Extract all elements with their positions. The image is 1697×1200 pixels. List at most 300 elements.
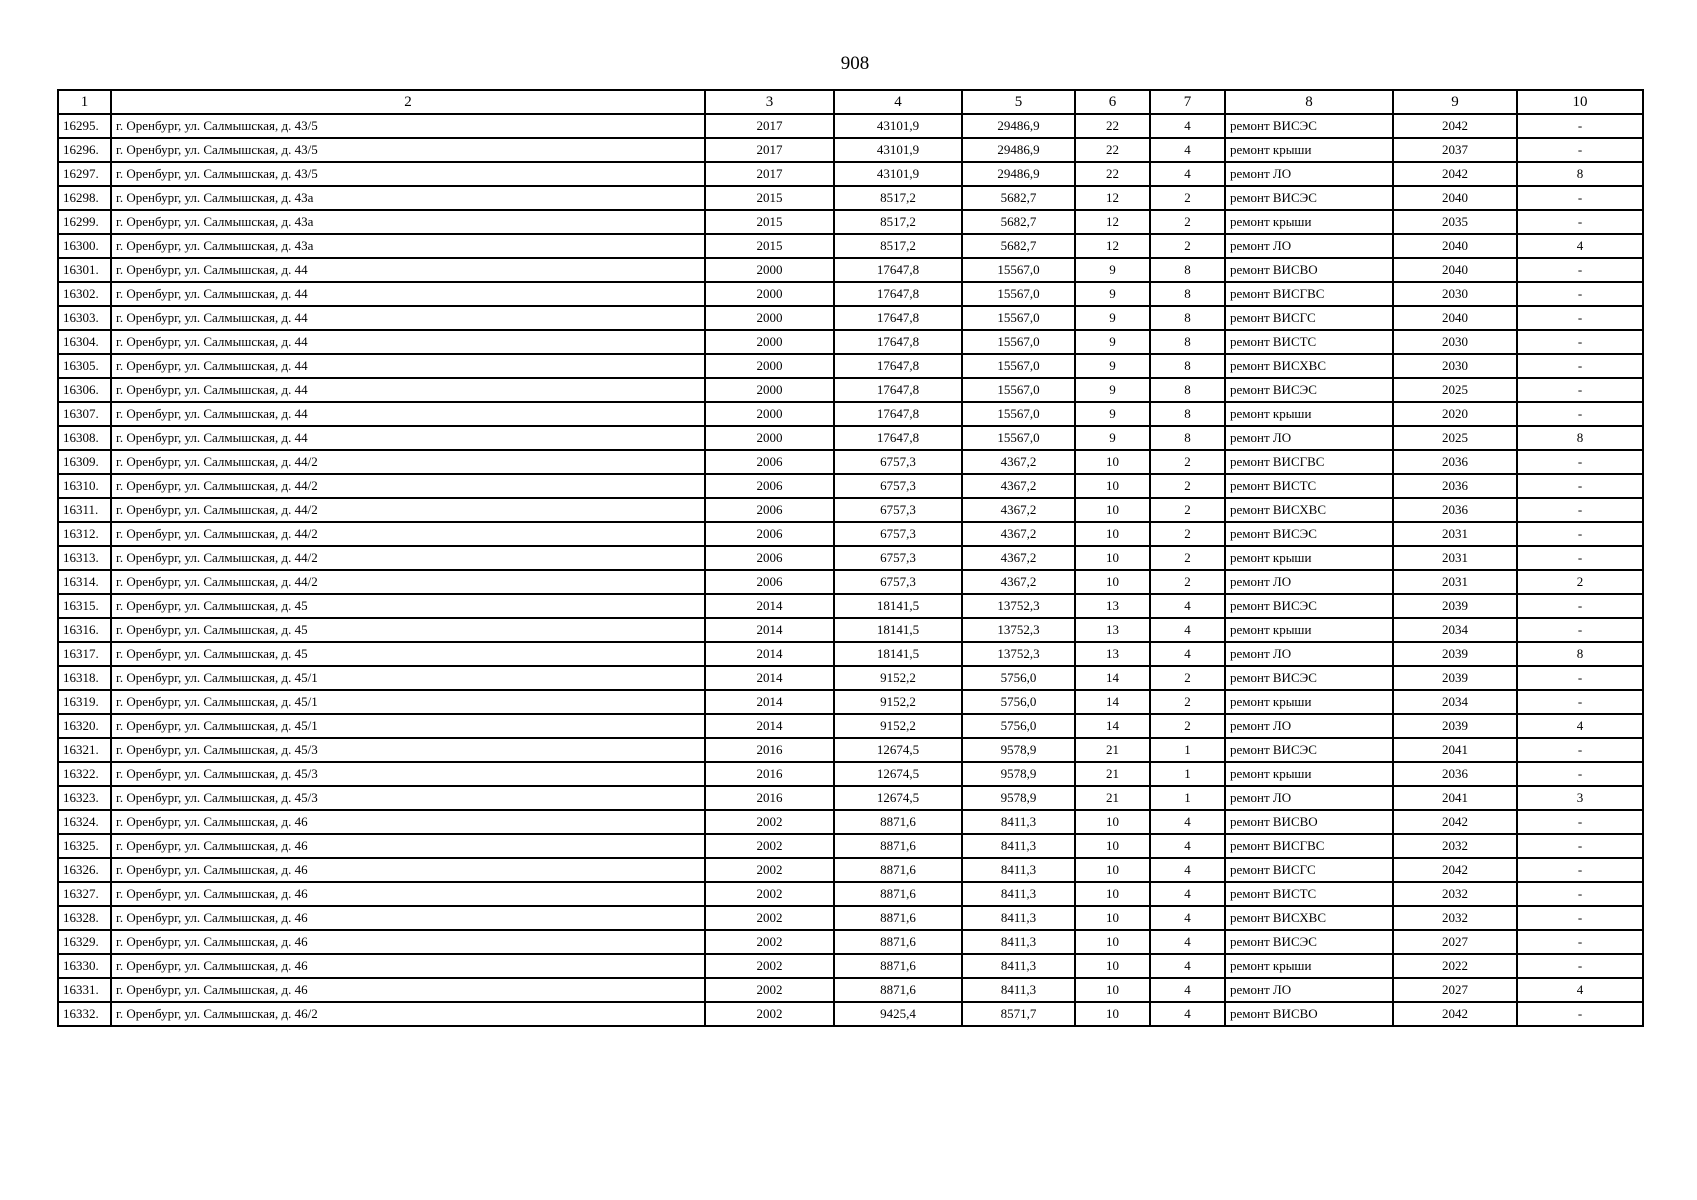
year-cell: 2000 (705, 258, 834, 282)
row-number-cell: 16328. (58, 906, 111, 930)
year-cell: 2015 (705, 234, 834, 258)
floors-cell: 12 (1075, 210, 1150, 234)
table-row (58, 834, 1643, 858)
column-header: 2 (111, 90, 705, 114)
address-cell: г. Оренбург, ул. Салмышская, д. 44 (111, 282, 705, 306)
row-number-cell: 16295. (58, 114, 111, 138)
total-area-cell: 12674,5 (834, 738, 962, 762)
address-cell: г. Оренбург, ул. Салмышская, д. 45 (111, 594, 705, 618)
work-type-cell: ремонт крыши (1225, 954, 1393, 978)
entrances-cell: 8 (1150, 330, 1225, 354)
count-cell: - (1517, 1002, 1643, 1026)
count-cell: - (1517, 522, 1643, 546)
total-area-cell: 17647,8 (834, 378, 962, 402)
table-row (58, 594, 1643, 618)
count-cell: - (1517, 354, 1643, 378)
table-row (58, 738, 1643, 762)
total-area-cell: 9152,2 (834, 690, 962, 714)
total-area-cell: 6757,3 (834, 546, 962, 570)
work-type-cell: ремонт ВИСВО (1225, 1002, 1393, 1026)
work-type-cell: ремонт ВИСЭС (1225, 594, 1393, 618)
row-number-cell: 16332. (58, 1002, 111, 1026)
address-cell: г. Оренбург, ул. Салмышская, д. 44 (111, 378, 705, 402)
address-cell: г. Оренбург, ул. Салмышская, д. 44 (111, 426, 705, 450)
year-cell: 2016 (705, 762, 834, 786)
floors-cell: 22 (1075, 138, 1150, 162)
address-cell: г. Оренбург, ул. Салмышская, д. 46/2 (111, 1002, 705, 1026)
planned-year-cell: 2020 (1393, 402, 1517, 426)
living-area-cell: 15567,0 (962, 354, 1075, 378)
work-type-cell: ремонт крыши (1225, 138, 1393, 162)
living-area-cell: 13752,3 (962, 642, 1075, 666)
row-number-cell: 16297. (58, 162, 111, 186)
table-row (58, 714, 1643, 738)
year-cell: 2002 (705, 882, 834, 906)
floors-cell: 14 (1075, 666, 1150, 690)
entrances-cell: 4 (1150, 138, 1225, 162)
planned-year-cell: 2031 (1393, 570, 1517, 594)
table-row (58, 234, 1643, 258)
floors-cell: 9 (1075, 258, 1150, 282)
count-cell: - (1517, 258, 1643, 282)
planned-year-cell: 2031 (1393, 546, 1517, 570)
floors-cell: 21 (1075, 786, 1150, 810)
row-number-cell: 16314. (58, 570, 111, 594)
planned-year-cell: 2036 (1393, 474, 1517, 498)
row-number-cell: 16301. (58, 258, 111, 282)
year-cell: 2014 (705, 594, 834, 618)
address-cell: г. Оренбург, ул. Салмышская, д. 44/2 (111, 570, 705, 594)
total-area-cell: 8871,6 (834, 834, 962, 858)
living-area-cell: 8411,3 (962, 834, 1075, 858)
work-type-cell: ремонт ВИСЭС (1225, 930, 1393, 954)
table-row (58, 618, 1643, 642)
table-row (58, 978, 1643, 1002)
table-row (58, 954, 1643, 978)
total-area-cell: 6757,3 (834, 498, 962, 522)
table-row (58, 882, 1643, 906)
count-cell: 4 (1517, 714, 1643, 738)
total-area-cell: 9425,4 (834, 1002, 962, 1026)
entrances-cell: 4 (1150, 954, 1225, 978)
year-cell: 2014 (705, 642, 834, 666)
count-cell: - (1517, 210, 1643, 234)
column-header: 6 (1075, 90, 1150, 114)
total-area-cell: 6757,3 (834, 474, 962, 498)
total-area-cell: 17647,8 (834, 402, 962, 426)
living-area-cell: 8411,3 (962, 906, 1075, 930)
work-type-cell: ремонт ВИСВО (1225, 258, 1393, 282)
entrances-cell: 4 (1150, 978, 1225, 1002)
count-cell: - (1517, 138, 1643, 162)
row-number-cell: 16306. (58, 378, 111, 402)
repair-schedule-table (57, 89, 1644, 1027)
work-type-cell: ремонт ВИСХВС (1225, 354, 1393, 378)
address-cell: г. Оренбург, ул. Салмышская, д. 44/2 (111, 546, 705, 570)
living-area-cell: 13752,3 (962, 618, 1075, 642)
year-cell: 2006 (705, 498, 834, 522)
count-cell: - (1517, 810, 1643, 834)
total-area-cell: 43101,9 (834, 162, 962, 186)
address-cell: г. Оренбург, ул. Салмышская, д. 43/5 (111, 114, 705, 138)
address-cell: г. Оренбург, ул. Салмышская, д. 46 (111, 906, 705, 930)
total-area-cell: 8871,6 (834, 930, 962, 954)
floors-cell: 10 (1075, 450, 1150, 474)
entrances-cell: 8 (1150, 378, 1225, 402)
floors-cell: 10 (1075, 858, 1150, 882)
entrances-cell: 2 (1150, 690, 1225, 714)
total-area-cell: 17647,8 (834, 306, 962, 330)
table-row (58, 210, 1643, 234)
table-row (58, 810, 1643, 834)
address-cell: г. Оренбург, ул. Салмышская, д. 44/2 (111, 450, 705, 474)
address-cell: г. Оренбург, ул. Салмышская, д. 44/2 (111, 498, 705, 522)
count-cell: - (1517, 834, 1643, 858)
entrances-cell: 2 (1150, 522, 1225, 546)
work-type-cell: ремонт ВИСГВС (1225, 834, 1393, 858)
year-cell: 2000 (705, 330, 834, 354)
year-cell: 2016 (705, 738, 834, 762)
entrances-cell: 1 (1150, 762, 1225, 786)
table-row (58, 690, 1643, 714)
planned-year-cell: 2030 (1393, 354, 1517, 378)
living-area-cell: 4367,2 (962, 522, 1075, 546)
year-cell: 2000 (705, 306, 834, 330)
work-type-cell: ремонт ЛО (1225, 642, 1393, 666)
year-cell: 2002 (705, 810, 834, 834)
floors-cell: 12 (1075, 186, 1150, 210)
entrances-cell: 2 (1150, 234, 1225, 258)
total-area-cell: 8871,6 (834, 954, 962, 978)
year-cell: 2014 (705, 714, 834, 738)
count-cell: - (1517, 666, 1643, 690)
planned-year-cell: 2032 (1393, 834, 1517, 858)
row-number-cell: 16296. (58, 138, 111, 162)
table-row (58, 306, 1643, 330)
total-area-cell: 8517,2 (834, 186, 962, 210)
year-cell: 2015 (705, 210, 834, 234)
address-cell: г. Оренбург, ул. Салмышская, д. 46 (111, 810, 705, 834)
total-area-cell: 6757,3 (834, 570, 962, 594)
year-cell: 2006 (705, 450, 834, 474)
address-cell: г. Оренбург, ул. Салмышская, д. 44 (111, 258, 705, 282)
floors-cell: 13 (1075, 618, 1150, 642)
work-type-cell: ремонт ВИСХВС (1225, 906, 1393, 930)
work-type-cell: ремонт ВИСГВС (1225, 450, 1393, 474)
floors-cell: 10 (1075, 546, 1150, 570)
planned-year-cell: 2041 (1393, 738, 1517, 762)
row-number-cell: 16321. (58, 738, 111, 762)
floors-cell: 9 (1075, 282, 1150, 306)
living-area-cell: 15567,0 (962, 426, 1075, 450)
entrances-cell: 4 (1150, 594, 1225, 618)
address-cell: г. Оренбург, ул. Салмышская, д. 46 (111, 882, 705, 906)
year-cell: 2006 (705, 546, 834, 570)
total-area-cell: 6757,3 (834, 450, 962, 474)
year-cell: 2006 (705, 522, 834, 546)
planned-year-cell: 2032 (1393, 882, 1517, 906)
planned-year-cell: 2040 (1393, 258, 1517, 282)
living-area-cell: 9578,9 (962, 786, 1075, 810)
entrances-cell: 2 (1150, 186, 1225, 210)
year-cell: 2002 (705, 1002, 834, 1026)
living-area-cell: 29486,9 (962, 162, 1075, 186)
table-row (58, 474, 1643, 498)
total-area-cell: 6757,3 (834, 522, 962, 546)
living-area-cell: 5756,0 (962, 690, 1075, 714)
year-cell: 2014 (705, 690, 834, 714)
entrances-cell: 4 (1150, 882, 1225, 906)
planned-year-cell: 2034 (1393, 618, 1517, 642)
entrances-cell: 8 (1150, 282, 1225, 306)
entrances-cell: 4 (1150, 858, 1225, 882)
living-area-cell: 5756,0 (962, 714, 1075, 738)
count-cell: - (1517, 906, 1643, 930)
year-cell: 2002 (705, 930, 834, 954)
row-number-cell: 16322. (58, 762, 111, 786)
row-number-cell: 16330. (58, 954, 111, 978)
work-type-cell: ремонт ВИСТС (1225, 474, 1393, 498)
work-type-cell: ремонт ВИСЭС (1225, 186, 1393, 210)
address-cell: г. Оренбург, ул. Салмышская, д. 45/3 (111, 738, 705, 762)
work-type-cell: ремонт ВИСГС (1225, 858, 1393, 882)
address-cell: г. Оренбург, ул. Салмышская, д. 43/5 (111, 138, 705, 162)
total-area-cell: 9152,2 (834, 714, 962, 738)
floors-cell: 12 (1075, 234, 1150, 258)
work-type-cell: ремонт ЛО (1225, 714, 1393, 738)
count-cell: - (1517, 306, 1643, 330)
count-cell: - (1517, 114, 1643, 138)
total-area-cell: 18141,5 (834, 618, 962, 642)
entrances-cell: 4 (1150, 834, 1225, 858)
count-cell: - (1517, 378, 1643, 402)
work-type-cell: ремонт ВИСТС (1225, 882, 1393, 906)
year-cell: 2016 (705, 786, 834, 810)
work-type-cell: ремонт крыши (1225, 618, 1393, 642)
entrances-cell: 2 (1150, 666, 1225, 690)
column-header: 9 (1393, 90, 1517, 114)
total-area-cell: 8871,6 (834, 882, 962, 906)
row-number-cell: 16316. (58, 618, 111, 642)
work-type-cell: ремонт ВИСГВС (1225, 282, 1393, 306)
work-type-cell: ремонт ЛО (1225, 162, 1393, 186)
planned-year-cell: 2041 (1393, 786, 1517, 810)
year-cell: 2014 (705, 618, 834, 642)
table-row (58, 138, 1643, 162)
year-cell: 2000 (705, 426, 834, 450)
living-area-cell: 5756,0 (962, 666, 1075, 690)
count-cell: - (1517, 618, 1643, 642)
table-row (58, 1002, 1643, 1026)
living-area-cell: 5682,7 (962, 210, 1075, 234)
work-type-cell: ремонт ВИСЭС (1225, 738, 1393, 762)
count-cell: - (1517, 762, 1643, 786)
planned-year-cell: 2040 (1393, 186, 1517, 210)
living-area-cell: 29486,9 (962, 114, 1075, 138)
column-header: 3 (705, 90, 834, 114)
year-cell: 2000 (705, 354, 834, 378)
entrances-cell: 4 (1150, 114, 1225, 138)
work-type-cell: ремонт ВИСГС (1225, 306, 1393, 330)
address-cell: г. Оренбург, ул. Салмышская, д. 45/1 (111, 666, 705, 690)
total-area-cell: 8517,2 (834, 210, 962, 234)
floors-cell: 10 (1075, 930, 1150, 954)
table-header-row (58, 90, 1643, 114)
year-cell: 2002 (705, 858, 834, 882)
row-number-cell: 16298. (58, 186, 111, 210)
year-cell: 2002 (705, 834, 834, 858)
column-header: 1 (58, 90, 111, 114)
page-number: 908 (840, 53, 870, 74)
living-area-cell: 15567,0 (962, 306, 1075, 330)
address-cell: г. Оренбург, ул. Салмышская, д. 46 (111, 858, 705, 882)
address-cell: г. Оренбург, ул. Салмышская, д. 46 (111, 954, 705, 978)
table-row (58, 762, 1643, 786)
entrances-cell: 8 (1150, 258, 1225, 282)
floors-cell: 10 (1075, 978, 1150, 1002)
planned-year-cell: 2036 (1393, 450, 1517, 474)
work-type-cell: ремонт ЛО (1225, 570, 1393, 594)
row-number-cell: 16313. (58, 546, 111, 570)
floors-cell: 10 (1075, 954, 1150, 978)
entrances-cell: 8 (1150, 306, 1225, 330)
count-cell: - (1517, 498, 1643, 522)
planned-year-cell: 2022 (1393, 954, 1517, 978)
row-number-cell: 16324. (58, 810, 111, 834)
table-row (58, 282, 1643, 306)
work-type-cell: ремонт ЛО (1225, 978, 1393, 1002)
entrances-cell: 4 (1150, 810, 1225, 834)
year-cell: 2014 (705, 666, 834, 690)
row-number-cell: 16309. (58, 450, 111, 474)
year-cell: 2017 (705, 138, 834, 162)
work-type-cell: ремонт крыши (1225, 546, 1393, 570)
floors-cell: 9 (1075, 426, 1150, 450)
row-number-cell: 16323. (58, 786, 111, 810)
count-cell: - (1517, 450, 1643, 474)
year-cell: 2002 (705, 906, 834, 930)
table-row (58, 906, 1643, 930)
entrances-cell: 2 (1150, 570, 1225, 594)
row-number-cell: 16325. (58, 834, 111, 858)
column-header: 10 (1517, 90, 1643, 114)
work-type-cell: ремонт ВИСВО (1225, 810, 1393, 834)
count-cell: - (1517, 930, 1643, 954)
row-number-cell: 16300. (58, 234, 111, 258)
year-cell: 2000 (705, 282, 834, 306)
column-header: 4 (834, 90, 962, 114)
address-cell: г. Оренбург, ул. Салмышская, д. 44 (111, 354, 705, 378)
living-area-cell: 4367,2 (962, 474, 1075, 498)
count-cell: 3 (1517, 786, 1643, 810)
planned-year-cell: 2039 (1393, 642, 1517, 666)
planned-year-cell: 2034 (1393, 690, 1517, 714)
row-number-cell: 16320. (58, 714, 111, 738)
count-cell: - (1517, 738, 1643, 762)
count-cell: - (1517, 954, 1643, 978)
row-number-cell: 16307. (58, 402, 111, 426)
address-cell: г. Оренбург, ул. Салмышская, д. 43а (111, 210, 705, 234)
entrances-cell: 2 (1150, 498, 1225, 522)
planned-year-cell: 2025 (1393, 378, 1517, 402)
count-cell: - (1517, 882, 1643, 906)
living-area-cell: 15567,0 (962, 282, 1075, 306)
floors-cell: 21 (1075, 762, 1150, 786)
planned-year-cell: 2030 (1393, 282, 1517, 306)
address-cell: г. Оренбург, ул. Салмышская, д. 43/5 (111, 162, 705, 186)
row-number-cell: 16299. (58, 210, 111, 234)
total-area-cell: 8871,6 (834, 978, 962, 1002)
planned-year-cell: 2031 (1393, 522, 1517, 546)
address-cell: г. Оренбург, ул. Салмышская, д. 46 (111, 834, 705, 858)
planned-year-cell: 2027 (1393, 930, 1517, 954)
entrances-cell: 1 (1150, 738, 1225, 762)
floors-cell: 13 (1075, 642, 1150, 666)
work-type-cell: ремонт ЛО (1225, 426, 1393, 450)
living-area-cell: 15567,0 (962, 258, 1075, 282)
entrances-cell: 4 (1150, 162, 1225, 186)
living-area-cell: 4367,2 (962, 570, 1075, 594)
year-cell: 2002 (705, 978, 834, 1002)
planned-year-cell: 2035 (1393, 210, 1517, 234)
entrances-cell: 1 (1150, 786, 1225, 810)
entrances-cell: 8 (1150, 354, 1225, 378)
table-body (58, 114, 1643, 1026)
count-cell: 4 (1517, 234, 1643, 258)
total-area-cell: 17647,8 (834, 258, 962, 282)
planned-year-cell: 2042 (1393, 858, 1517, 882)
table-row (58, 402, 1643, 426)
total-area-cell: 8871,6 (834, 906, 962, 930)
table-row (58, 330, 1643, 354)
table-row (58, 426, 1643, 450)
living-area-cell: 8411,3 (962, 882, 1075, 906)
table-row (58, 258, 1643, 282)
table-row (58, 546, 1643, 570)
living-area-cell: 8411,3 (962, 930, 1075, 954)
table-row (58, 930, 1643, 954)
work-type-cell: ремонт крыши (1225, 402, 1393, 426)
row-number-cell: 16310. (58, 474, 111, 498)
planned-year-cell: 2042 (1393, 810, 1517, 834)
floors-cell: 14 (1075, 714, 1150, 738)
work-type-cell: ремонт ЛО (1225, 786, 1393, 810)
entrances-cell: 2 (1150, 210, 1225, 234)
total-area-cell: 18141,5 (834, 594, 962, 618)
table-row (58, 114, 1643, 138)
planned-year-cell: 2040 (1393, 234, 1517, 258)
entrances-cell: 4 (1150, 618, 1225, 642)
table-row (58, 786, 1643, 810)
count-cell: 4 (1517, 978, 1643, 1002)
row-number-cell: 16317. (58, 642, 111, 666)
row-number-cell: 16327. (58, 882, 111, 906)
total-area-cell: 17647,8 (834, 282, 962, 306)
count-cell: - (1517, 330, 1643, 354)
table-row (58, 642, 1643, 666)
column-header: 7 (1150, 90, 1225, 114)
living-area-cell: 4367,2 (962, 546, 1075, 570)
year-cell: 2000 (705, 402, 834, 426)
floors-cell: 10 (1075, 1002, 1150, 1026)
column-header: 5 (962, 90, 1075, 114)
total-area-cell: 43101,9 (834, 114, 962, 138)
address-cell: г. Оренбург, ул. Салмышская, д. 45/3 (111, 762, 705, 786)
entrances-cell: 4 (1150, 930, 1225, 954)
living-area-cell: 8411,3 (962, 858, 1075, 882)
year-cell: 2017 (705, 162, 834, 186)
floors-cell: 10 (1075, 882, 1150, 906)
